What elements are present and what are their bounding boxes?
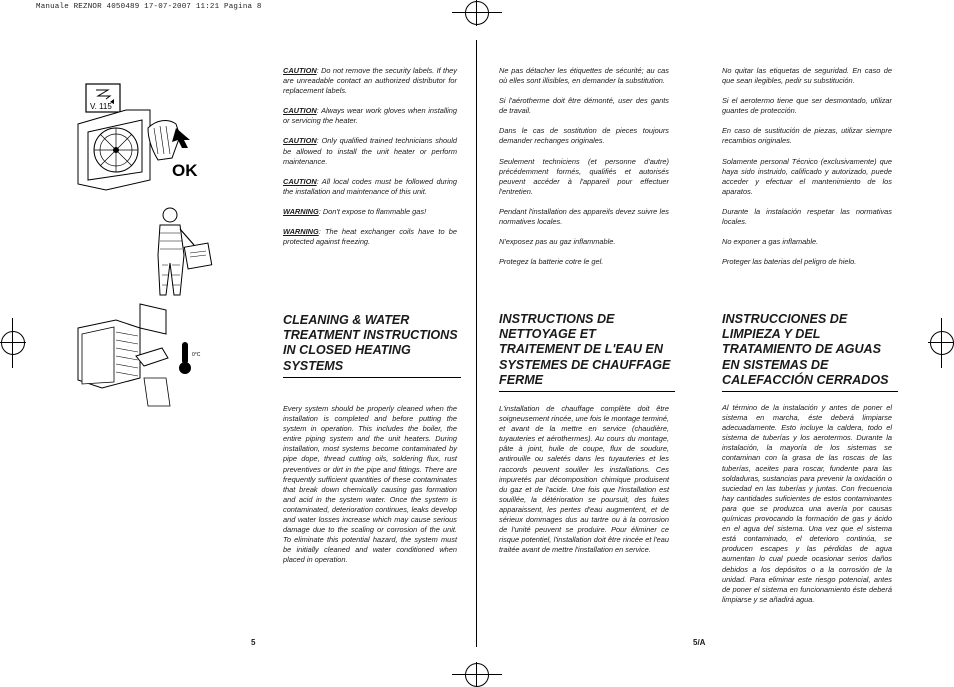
french-section-title: INSTRUCTIONS DE NETTOYAGE ET TRAITEMENT DE L'EAU EN SYSTEMES DE CHAUFFAGE FERME [499, 312, 675, 392]
english-notices [283, 66, 457, 247]
notice-label: WARNING [283, 227, 319, 237]
print-header: Manuale REZNOR 4050489 17-07-2007 11:21 Pagina 8 [36, 3, 262, 11]
english-section-title: CLEANING & WATER TREATMENT INSTRUCTIONS IN CLOSED HEATING SYSTEMS [283, 313, 461, 378]
page-number-left: 5 [251, 638, 256, 647]
page-number-right: 5/A [693, 638, 706, 647]
notice-4: Seulement techniciens (et personne d'autre) précédemment formés, qualifiés et autorisés peuvent accéder à l'appareil pour effectuer l'entretien. [499, 156, 669, 196]
notice-label: CAUTION [283, 136, 317, 146]
notice-4: Solamente personal Técnico (exclusivamente) que haya sido instruido, calificado y autorizado, puede acceder y efectuar el mantenimiento de los aparatos. [722, 156, 892, 196]
notice-label: CAUTION [283, 176, 317, 186]
notice-text: : Always wear work gloves when installing or servicing the heater. [283, 106, 457, 126]
notice-5 [283, 207, 457, 217]
notice-1 [283, 66, 457, 96]
english-body-text: Every system should be properly cleaned when the installation is completed and before putting the system in operation. This includes the boiler, the entire piping system and the unit heaters. During installation, most systems become contaminated by pipe dope, thread cutting oils, soldering flux, rust preventives or dirt in the pipe and fittings. There are frequently sufficient quantities of these contaminates that break down chemically causing gas formation and acid in the system water. Once the system is contaminated, deterioration continues, leaks develop and water losses increase which may cause serious damage due to the scaling or corrosion of the unit. To eliminate this potential hazard, the system must be initially cleaned and water conditioned when placed in operation. [283, 404, 457, 565]
spanish-column [722, 66, 892, 277]
thermometer-label: 0°C [192, 352, 201, 358]
notice-5: Durante la instalación respetar las normativas locales. [722, 206, 892, 227]
french-body [499, 404, 669, 555]
spanish-body-text: Al término de la instalación y antes de poner el sistema en marcha, éste deberá limpiarse adecuadamente. Esto incluye la caldera, todo el sistema de tuberías y los aerotermos. Durante la instalación, la mayoría de los sistemas se contaminan con la grasa de las roscas de las tuberías, aceites para roscar, fundente para las soldaduras, sustancias para prevenir la oxidación o suciedad en las tuberías y juntas. Con frecuencia hay cantidades suficientes de estos contaminantes para que se produzca una avería por causas químicas provocando la formación de gas y ácido en el agua del sistema. Una vez que el sistema está contaminado, el deterioro continúa, se producen escapes y las pérdidas de agua aumentan lo cual puede ocasionar serios daños debidos a los depósitos o a la corrosión de la unidad. Para eliminar este riesgo potencial, antes de poner el sistema en funcionamiento éste deberá limpiarse y se añadirá agua. [722, 403, 892, 604]
notice-text: : Do not remove the security labels. If they are unreadable contact an authorized distributor for replacement labels. [283, 66, 457, 96]
spanish-body [722, 403, 892, 605]
page-divider [476, 40, 477, 647]
notice-2 [283, 106, 457, 126]
heater-gloves-illustration [76, 80, 206, 192]
registration-mark-left [1, 331, 25, 355]
notice-label: WARNING [283, 206, 319, 216]
french-column [499, 66, 669, 277]
notice-3: En caso de sustitución de piezas, utilizar siempre recambios originales. [722, 126, 892, 146]
voltage-label: V. 115 [90, 102, 112, 111]
ok-label: OK [172, 161, 198, 180]
notice-text: : The heat exchanger coils have to be protected against freezing. [283, 227, 457, 247]
technician-illustration [150, 205, 220, 305]
notice-6 [283, 227, 457, 247]
spanish-section-title: INSTRUCCIONES DE LIMPIEZA Y DEL TRATAMIENTO DE AGUAS EN SISTEMAS DE CALEFACCIÓN CERRADOS [722, 312, 898, 392]
notice-1: Ne pas détacher les étiquettes de sécurité; au cas où elles sont illisibles, en demander la substitution. [499, 66, 669, 86]
notice-2: Si el aerotermo tiene que ser desmontado, utilizar guantes de protección. [722, 96, 892, 116]
notice-text: : Only qualified trained technicians should be allowed to install the unit heater or perform maintenance. [283, 136, 457, 166]
english-section [283, 313, 461, 378]
notice-5: Pendant l'installation des appareils devez suivre les normatives locales. [499, 206, 669, 227]
notice-text: : Don't expose to flammable gas! [318, 206, 427, 216]
notice-text: : All local codes must be followed during the installation and maintenance of this unit. [283, 176, 457, 196]
notice-label: CAUTION [283, 106, 317, 116]
notice-1: No quitar las etiquetas de seguridad. En caso de que sean ilegibles, pedir su substitución. [722, 66, 892, 86]
french-body-text: L'installation de chauffage complète doit être soigneusement rincée, une fois le montage terminé, et avant de la mettre en service (chaudière, tuyauteries et aérothermes). Au cours du montage, pâte à joint, huile de coupe, flux de soudure, antirouille ou saletés dans les tuyauteries et les raccords peuvent souiller les installations. Ces impuretés par décomposition chimique produisent du gaz et de l'acide. Une fois que l'installation est souillée, la détérioration se poursuit, des fuites apparaissent, les pertes d'eau augmentent, et de sérieux dommages dus au tartre ou à la corrosion de l'unité peuvent se produire. Pour éliminer ce risque potentiel, l'installation doit être rincée et l'eau traitée avant de mettre l'installation en service. [499, 404, 669, 555]
technician-drawing [150, 205, 220, 305]
registration-mark-bottom [465, 663, 489, 687]
notice-6: N'exposez pas au gaz inflammable. [499, 237, 616, 247]
registration-mark-top [465, 1, 489, 25]
notice-6: No exponer a gas inflamable. [722, 237, 819, 247]
notice-3 [283, 136, 457, 166]
notice-7: Proteger las baterias del peligro de hielo. [722, 257, 857, 267]
french-section [499, 312, 675, 392]
notice-2: Si l'aérotherme doit être démonté, user des gants de travail. [499, 96, 669, 116]
english-body [283, 404, 457, 566]
notice-7: Protegez la batterie cotre le gel. [499, 257, 604, 267]
freeze-protection-illustration [70, 298, 210, 408]
freeze-protection-drawing [70, 298, 210, 408]
notice-4 [283, 177, 457, 197]
english-column [283, 66, 457, 257]
notice-3: Dans le cas de sostitution de pieces toujours demander rechanges originales. [499, 126, 669, 146]
notice-label: CAUTION [283, 66, 317, 75]
registration-mark-right [930, 331, 954, 355]
heater-gloves-drawing [76, 80, 206, 192]
spanish-section [722, 312, 898, 392]
